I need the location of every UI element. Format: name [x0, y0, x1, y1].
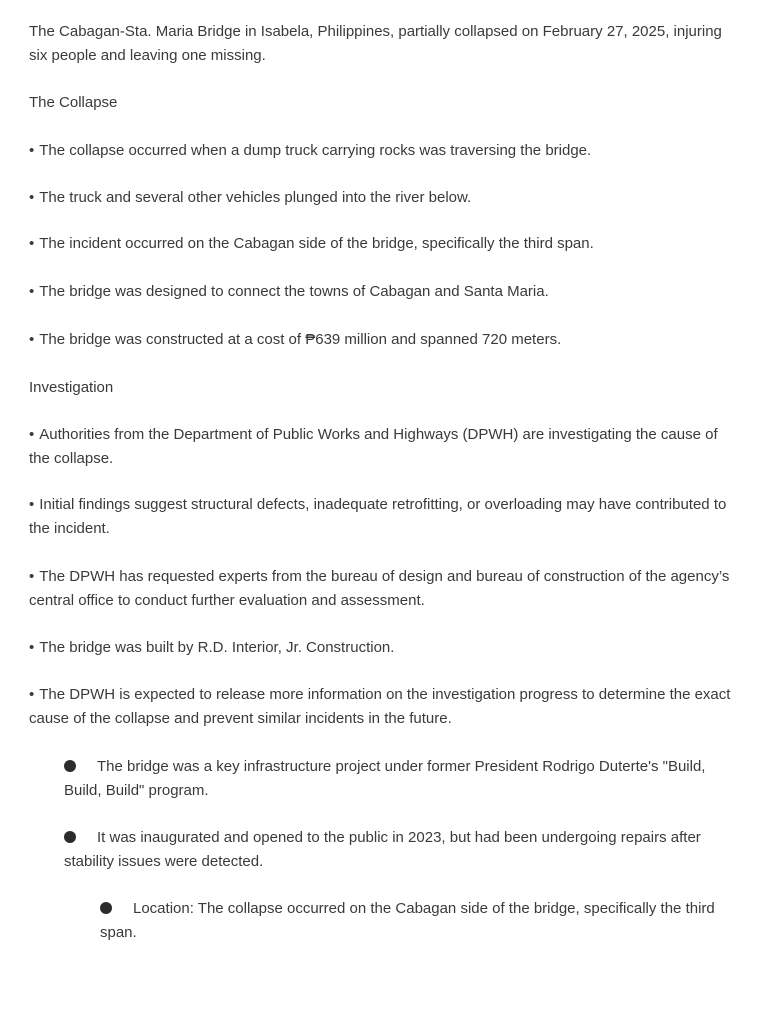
dot-list-item — [29, 897, 741, 944]
bullet-icon: • — [29, 426, 35, 443]
section-heading-investigation: Investigation — [29, 379, 114, 396]
list-item — [29, 186, 741, 210]
list-item-text: The bridge was designed to connect the towns of Cabagan and Santa Maria. — [39, 283, 549, 300]
bullet-icon: • — [29, 235, 35, 252]
bullet-icon: • — [29, 142, 35, 159]
list-item-text: The DPWH is expected to release more information on the investigation progress to determine the exact cause of the collapse and prevent similar incidents in the future. — [29, 686, 731, 727]
list-item — [29, 493, 741, 540]
bullet-icon: • — [29, 189, 35, 206]
dot-list-item-text: Location: The collapse occurred on the Cabagan side of the bridge, specifically the third span. — [100, 900, 715, 941]
dot-list-item-text: It was inaugurated and opened to the public in 2023, but had been undergoing repairs after stability issues were detected. — [64, 829, 701, 870]
list-item — [29, 423, 741, 470]
section-heading-collapse: The Collapse — [29, 94, 118, 111]
dot-list-item-text: The bridge was a key infrastructure project under former President Rodrigo Duterte's "Build, Build, Build" program. — [64, 758, 706, 799]
list-item — [29, 280, 741, 304]
bullet-icon: • — [29, 686, 35, 703]
list-item — [29, 139, 741, 163]
bullet-icon: • — [29, 283, 35, 300]
list-item-text: The bridge was built by R.D. Interior, Jr. Construction. — [39, 639, 395, 656]
intro-paragraph: The Cabagan-Sta. Maria Bridge in Isabela, Philippines, partially collapsed on February 27, 2025, injuring six people and leaving one missing. — [29, 23, 722, 64]
list-item-text: The truck and several other vehicles plunged into the river below. — [39, 189, 472, 206]
list-item-text: The bridge was constructed at a cost of ₱639 million and spanned 720 meters. — [39, 331, 562, 348]
bullet-icon: • — [29, 496, 35, 513]
black-circle-bullet-icon — [64, 831, 76, 843]
dot-list-item — [29, 826, 741, 873]
list-item-text: Authorities from the Department of Public Works and Highways (DPWH) are investigating the cause of the collapse. — [29, 426, 718, 467]
black-circle-bullet-icon — [64, 760, 76, 772]
list-item-text: The collapse occurred when a dump truck carrying rocks was traversing the bridge. — [39, 142, 592, 159]
list-item-text: The DPWH has requested experts from the bureau of design and bureau of construction of the agency’s central office to conduct further evaluation and assessment. — [29, 568, 730, 609]
list-item — [29, 565, 741, 612]
bullet-icon: • — [29, 568, 35, 585]
bullet-icon: • — [29, 639, 35, 656]
list-item — [29, 683, 741, 730]
bullet-icon: • — [29, 331, 35, 348]
list-item-text: Initial findings suggest structural defects, inadequate retrofitting, or overloading may have contributed to the incident. — [29, 496, 727, 537]
list-item — [29, 636, 741, 660]
list-item — [29, 232, 741, 256]
black-circle-bullet-icon — [100, 902, 112, 914]
list-item-text: The incident occurred on the Cabagan side of the bridge, specifically the third span. — [39, 235, 594, 252]
dot-list-item — [29, 755, 741, 802]
list-item — [29, 328, 741, 352]
